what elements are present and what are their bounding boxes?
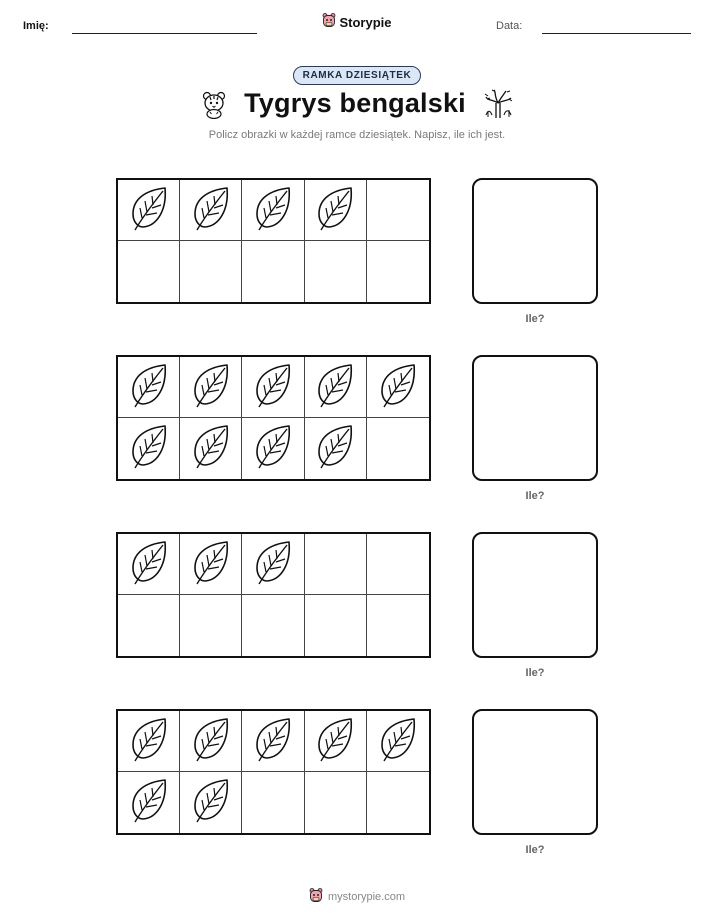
frame-cell — [242, 711, 304, 772]
answer-box[interactable] — [472, 178, 598, 304]
frame-cell — [118, 180, 180, 241]
frame-cell — [118, 357, 180, 418]
frame-cell — [305, 595, 367, 656]
footer-url: mystorypie.com — [327, 890, 406, 903]
frame-cell — [180, 241, 242, 302]
frame-cell — [180, 711, 242, 772]
name-line[interactable] — [72, 33, 257, 34]
frame-cell — [305, 772, 367, 833]
answer-box[interactable] — [472, 532, 598, 658]
mascot-icon — [322, 12, 336, 33]
mascot-icon — [309, 887, 323, 906]
leaf-icon — [376, 361, 420, 414]
tiger-icon — [200, 89, 228, 119]
leaf-icon — [251, 361, 295, 414]
answer-label: Ile? — [525, 667, 545, 679]
frame-cell — [305, 534, 367, 595]
date-label: Data: — [496, 20, 523, 32]
leaf-icon — [127, 715, 171, 768]
answer-box[interactable] — [472, 355, 598, 481]
jungle-tree-icon — [482, 89, 514, 119]
frame-cell — [242, 180, 304, 241]
leaf-icon — [376, 715, 420, 768]
frame-cell — [118, 418, 180, 479]
brand-name: Storypie — [339, 15, 392, 30]
page-title: Tygrys bengalski — [244, 88, 466, 118]
frame-cell — [242, 418, 304, 479]
leaf-icon — [313, 361, 357, 414]
frame-cell — [242, 241, 304, 302]
frame-cell — [305, 418, 367, 479]
frame-cell — [305, 357, 367, 418]
frame-cell — [367, 534, 429, 595]
frame-cell — [180, 595, 242, 656]
frame-cell — [305, 180, 367, 241]
frame-cell — [367, 711, 429, 772]
frame-cell — [180, 772, 242, 833]
leaf-icon — [251, 184, 295, 237]
date-line[interactable] — [542, 33, 691, 34]
ten-frame — [116, 709, 431, 835]
frame-cell — [367, 180, 429, 241]
frame-cell — [180, 534, 242, 595]
leaf-icon — [189, 422, 233, 475]
frame-cell — [367, 595, 429, 656]
leaf-icon — [127, 184, 171, 237]
leaf-icon — [313, 184, 357, 237]
leaf-icon — [251, 715, 295, 768]
worksheet-type-badge: RAMKA DZIESIĄTEK — [293, 66, 422, 85]
leaf-icon — [127, 776, 171, 829]
footer — [0, 887, 714, 906]
frame-cell — [118, 534, 180, 595]
brand-logo — [0, 12, 714, 33]
frame-cell — [180, 180, 242, 241]
answer-label: Ile? — [525, 313, 545, 325]
leaf-icon — [313, 422, 357, 475]
frame-cell — [305, 711, 367, 772]
leaf-icon — [189, 538, 233, 591]
leaf-icon — [313, 715, 357, 768]
frame-cell — [118, 772, 180, 833]
frame-cell — [242, 772, 304, 833]
leaf-icon — [189, 776, 233, 829]
frame-cell — [367, 357, 429, 418]
frame-cell — [367, 418, 429, 479]
ten-frame — [116, 532, 431, 658]
leaf-icon — [127, 361, 171, 414]
answer-label: Ile? — [525, 844, 545, 856]
ten-frame — [116, 355, 431, 481]
frame-cell — [367, 241, 429, 302]
frame-cell — [242, 534, 304, 595]
frame-cell — [242, 357, 304, 418]
leaf-icon — [189, 184, 233, 237]
instructions: Policz obrazki w każdej ramce dziesiątek. Napisz, ile ich jest. — [208, 129, 506, 141]
leaf-icon — [127, 422, 171, 475]
leaf-icon — [189, 715, 233, 768]
frame-cell — [180, 418, 242, 479]
name-label: Imię: — [23, 20, 49, 32]
leaf-icon — [189, 361, 233, 414]
frame-cell — [367, 772, 429, 833]
ten-frame — [116, 178, 431, 304]
answer-box[interactable] — [472, 709, 598, 835]
frame-cell — [118, 711, 180, 772]
leaf-icon — [251, 538, 295, 591]
answer-label: Ile? — [525, 490, 545, 502]
frame-cell — [242, 595, 304, 656]
frame-cell — [305, 241, 367, 302]
frame-cell — [118, 595, 180, 656]
leaf-icon — [127, 538, 171, 591]
leaf-icon — [251, 422, 295, 475]
frame-cell — [180, 357, 242, 418]
frame-cell — [118, 241, 180, 302]
